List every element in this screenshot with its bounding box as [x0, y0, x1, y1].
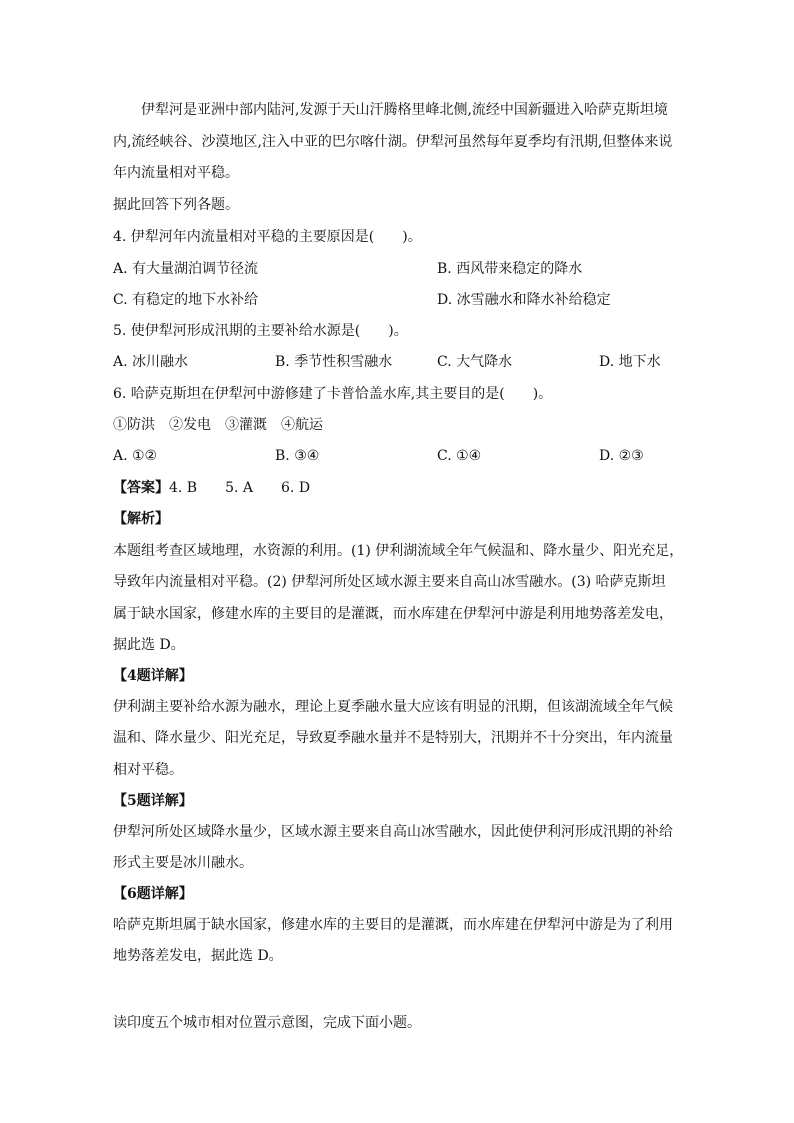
question-6-stem: 6. 哈萨克斯坦在伊犁河中游修建了卡普恰盖水库,其主要目的是( )。: [113, 386, 553, 402]
question-5-option-c: C. 大气降水: [437, 354, 513, 370]
detail-4-line-3: 相对平稳。: [113, 762, 183, 778]
analysis-line-2: 导致年内流量相对平稳。(2) 伊犁河所处区域水源主要来自高山冰雪融水。(3) 哈萨克斯坦: [113, 574, 666, 590]
passage-line-2: 内,流经峡谷、沙漠地区,注入中亚的巴尔喀什湖。伊犁河虽然每年夏季均有汛期,但整体来说: [113, 134, 673, 150]
detail-6-line-1: 哈萨克斯坦属于缺水国家，修建水库的主要目的是灌溉，而水库建在伊犁河中游是为了利用: [113, 917, 673, 933]
question-5-option-a: A. 冰川融水: [113, 354, 189, 370]
question-4-option-c: C. 有稳定的地下水补给: [113, 292, 259, 308]
question-6-choices: ①防洪 ②发电 ③灌溉 ④航运: [113, 417, 323, 433]
question-5-option-d: D. 地下水: [599, 354, 661, 370]
question-6-option-a: A. ①②: [113, 448, 158, 464]
question-4-option-d: D. 冰雪融水和降水补给稳定: [437, 292, 611, 308]
detail-5-line-1: 伊犁河所处区域降水量少，区域水源主要来自高山冰雪融水，因此使伊利河形成汛期的补给: [113, 824, 673, 840]
next-section-intro: 读印度五个城市相对位置示意图，完成下面小题。: [113, 1015, 421, 1031]
question-4-option-a: A. 有大量湖泊调节径流: [113, 261, 259, 277]
detail-6-label: 【6题详解】: [113, 886, 193, 902]
question-5-stem: 5. 使伊犁河形成汛期的主要补给水源是( )。: [113, 323, 408, 339]
analysis-line-1: 本题组考查区域地理，水资源的利用。(1) 伊利湖流域全年气候温和、降水量少、阳光充足，: [113, 543, 684, 559]
question-6-option-c: C. ①④: [437, 448, 482, 464]
analysis-line-3: 属于缺水国家，修建水库的主要目的是灌溉，而水库建在伊犁河中游是利用地势落差发电，: [113, 606, 673, 622]
question-4-stem: 4. 伊犁河年内流量相对平稳的主要原因是( )。: [113, 229, 422, 245]
detail-4-label: 【4题详解】: [113, 668, 193, 684]
question-6-option-b: B. ③④: [275, 448, 320, 464]
analysis-line-4: 据此选 D。: [113, 637, 185, 653]
question-6-option-d: D. ②③: [599, 448, 644, 464]
detail-4-line-1: 伊利湖主要补给水源为融水，理论上夏季融水量大应该有明显的汛期，但该湖流域全年气候: [113, 699, 673, 715]
detail-6-line-2: 地势落差发电，据此选 D。: [113, 948, 283, 964]
answer-text: 4. B 5. A 6. D: [169, 480, 311, 496]
detail-4-line-2: 温和、降水量少、阳光充足，导致夏季融水量并不是特别大，汛期并不十分突出，年内流量: [113, 730, 673, 746]
question-4-option-b: B. 西风带来稳定的降水: [437, 261, 583, 277]
answer-label: 【答案】: [113, 480, 169, 496]
instruction-line: 据此回答下列各题。: [113, 197, 239, 213]
answer-line: [113, 478, 310, 498]
passage-line-3: 年内流量相对平稳。: [113, 165, 239, 181]
detail-5-line-2: 形式主要是冰川融水。: [113, 855, 253, 871]
analysis-label: 【解析】: [113, 511, 169, 527]
passage-line-1: 伊犁河是亚洲中部内陆河,发源于天山汗腾格里峰北侧,流经中国新疆进入哈萨克斯坦境: [141, 102, 668, 118]
detail-5-label: 【5题详解】: [113, 793, 193, 809]
question-5-option-b: B. 季节性积雪融水: [275, 354, 393, 370]
